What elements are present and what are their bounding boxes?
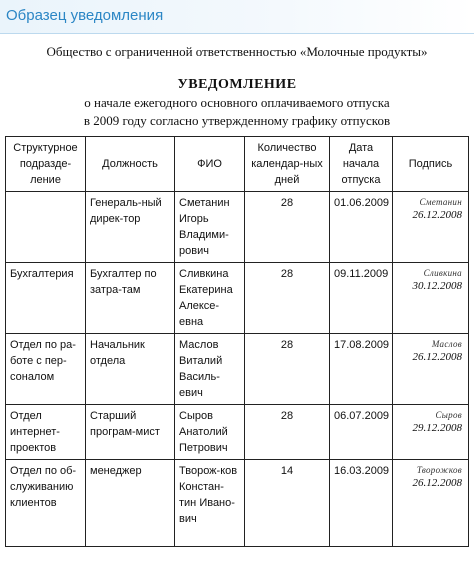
- cell-department: Отдел по ра-боте с пер-соналом: [6, 334, 86, 405]
- cell-name: Маслов Виталий Василь-евич: [175, 334, 245, 405]
- handwritten-signature: Сыров: [435, 410, 462, 420]
- header-start-date: Дата начала отпуска: [330, 137, 393, 192]
- document-title: УВЕДОМЛЕНИЕ: [177, 77, 297, 92]
- cell-department: Отдел интернет-проектов: [6, 405, 86, 460]
- signature-date: 29.12.2008: [412, 422, 462, 434]
- cell-position: Старший програм-мист: [86, 405, 175, 460]
- header-department: Структурное подразде-ление: [6, 137, 86, 192]
- header-signature: Подпись: [393, 137, 469, 192]
- vacation-table: [5, 136, 469, 547]
- header-position: Должность: [86, 137, 175, 192]
- cell-signature: [393, 405, 469, 460]
- cell-department: Отдел по об-служиванию клиентов: [6, 460, 86, 547]
- cell-start-date: 01.06.2009: [330, 192, 393, 263]
- handwritten-signature: Творожков: [416, 465, 462, 475]
- cell-name: Творож-ков Констан-тин Ивано-вич: [175, 460, 245, 547]
- cell-name: Сливкина Екатерина Алексе-евна: [175, 263, 245, 334]
- cell-days: 28: [245, 405, 330, 460]
- cell-name: Сыров Анатолий Петрович: [175, 405, 245, 460]
- document-subtitle-line2: в 2009 году согласно утвержденному графику отпусков: [83, 113, 391, 128]
- handwritten-signature: Сливкина: [423, 268, 462, 278]
- signature-date: 26.12.2008: [412, 477, 462, 489]
- document-subtitle-line1: о начале ежегодного основного оплачиваемого отпуска: [84, 95, 390, 110]
- header-days: Количество календар-ных дней: [245, 137, 330, 192]
- cell-position: Генераль-ный дирек-тор: [86, 192, 175, 263]
- table-row: [6, 192, 469, 263]
- cell-signature: [393, 192, 469, 263]
- cell-days: 28: [245, 334, 330, 405]
- signature-date: 30.12.2008: [412, 280, 462, 292]
- table-row: [6, 263, 469, 334]
- table-row: [6, 405, 469, 460]
- cell-name: Сметанин Игорь Владими-рович: [175, 192, 245, 263]
- signature-date: 26.12.2008: [412, 351, 462, 363]
- table-row: [6, 460, 469, 547]
- table-header-row: [6, 137, 469, 192]
- caption-divider: [0, 33, 474, 34]
- cell-signature: [393, 460, 469, 547]
- cell-days: 14: [245, 460, 330, 547]
- cell-days: 28: [245, 263, 330, 334]
- cell-start-date: 06.07.2009: [330, 405, 393, 460]
- cell-days: 28: [245, 192, 330, 263]
- cell-position: Начальник отдела: [86, 334, 175, 405]
- table-row: [6, 334, 469, 405]
- cell-signature: [393, 263, 469, 334]
- handwritten-signature: Маслов: [431, 339, 462, 349]
- cell-start-date: 16.03.2009: [330, 460, 393, 547]
- header-name: ФИО: [175, 137, 245, 192]
- cell-signature: [393, 334, 469, 405]
- caption-bar: [0, 0, 474, 34]
- cell-start-date: 09.11.2009: [330, 263, 393, 334]
- cell-position: менеджер: [86, 460, 175, 547]
- cell-position: Бухгалтер по затра-там: [86, 263, 175, 334]
- cell-department: Бухгалтерия: [6, 263, 86, 334]
- cell-department: [6, 192, 86, 263]
- signature-date: 26.12.2008: [412, 209, 462, 221]
- organization-name: Общество с ограниченной ответственностью «Молочные продукты»: [46, 44, 428, 59]
- caption-title: Образец уведомления: [6, 7, 164, 24]
- handwritten-signature: Сметанин: [419, 197, 462, 207]
- cell-start-date: 17.08.2009: [330, 334, 393, 405]
